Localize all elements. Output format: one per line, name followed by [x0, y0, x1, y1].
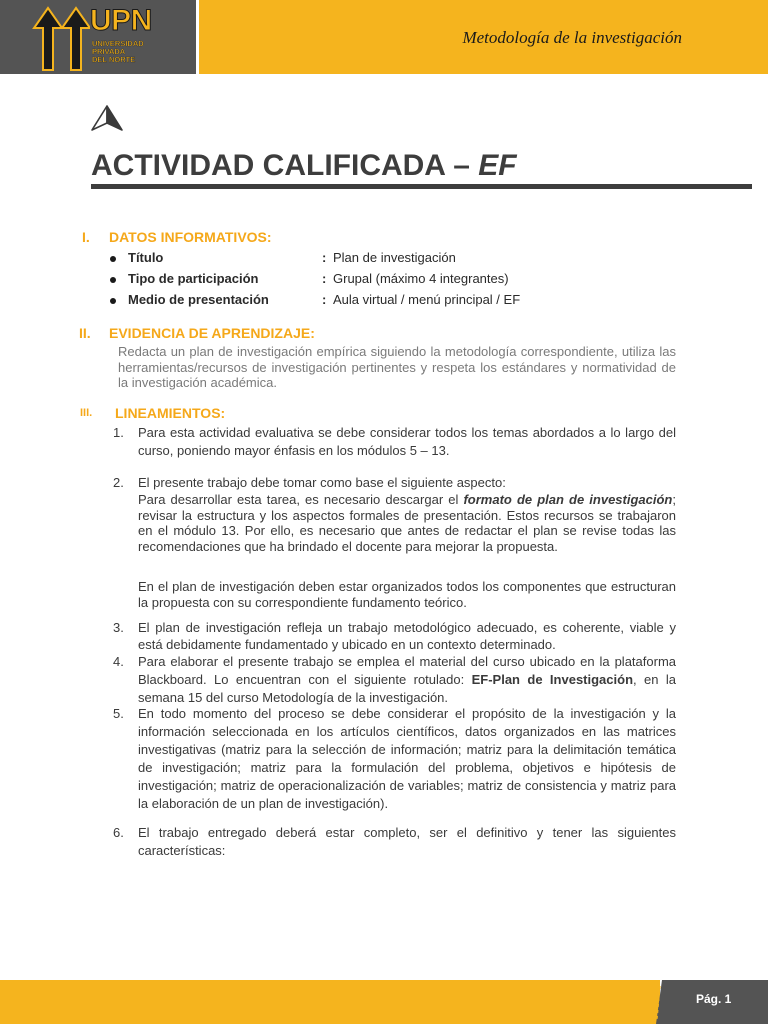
- bullet-icon: [110, 277, 116, 283]
- footer-bar: [0, 980, 660, 1024]
- list-item: Tipo de participación : Grupal (máximo 4 integrantes): [110, 271, 730, 292]
- header-title: Metodología de la investigación: [462, 28, 682, 47]
- list-item: Título : Plan de investigación: [110, 250, 730, 271]
- logo-word: UPN: [90, 4, 152, 37]
- evidencia-text: Redacta un plan de investigación empírica siguiendo la metodología correspondiente, utiliza las herramientas/recursos de investigación pertinentes y respeta los estándares y normatividad de la investigación académica.: [118, 344, 676, 390]
- upn-logo: [0, 0, 196, 74]
- navigation-arrow-icon: [90, 104, 126, 134]
- page-header: [0, 0, 768, 76]
- item2-paragraph-1: Para desarrollar esta tarea, es necesario descargar el formato de plan de investigación; revisar la estructura y los aspectos formales de presentación. Estos recursos se trabajaron en el módulo 13. Por ello, es necesario que antes de redactar el plan se revise todas las recomendaciones que ha brindado el docente para mejorar la propuesta.: [138, 492, 676, 554]
- footer-slash-decoration: [652, 980, 674, 1024]
- page-number: Pág. 1: [696, 992, 732, 1006]
- document-title: ACTIVIDAD CALIFICADA – EF: [91, 149, 517, 182]
- list-item: Medio de presentación : Aula virtual / menú principal / EF: [110, 292, 730, 313]
- logo-subtitle: UNIVERSIDAD PRIVADA DEL NORTE: [92, 39, 144, 64]
- bullet-icon: [110, 298, 116, 304]
- page-footer: [0, 980, 768, 1024]
- bullet-icon: [110, 256, 116, 262]
- item2-paragraph-2: En el plan de investigación deben estar organizados todos los componentes que estructuran la propuesta con su correspondiente fundamento teórico.: [138, 579, 676, 610]
- upn-arrows-icon: [0, 0, 90, 74]
- datos-list: [110, 250, 730, 313]
- title-divider: [91, 184, 752, 189]
